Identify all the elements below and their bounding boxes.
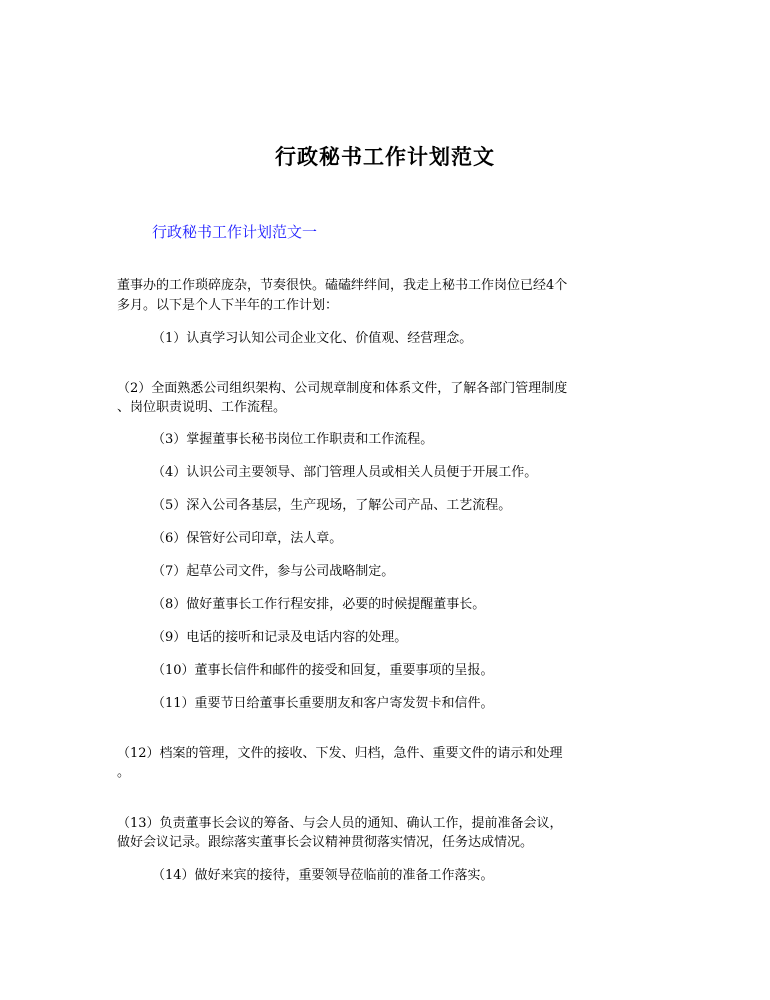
plan-item-6: （6）保管好公司印章，法人章。 — [152, 531, 343, 546]
intro-line-1: 董事办的工作琐碎庞杂，节奏很快。磕磕绊绊间，我走上秘书工作岗位已经4个 — [117, 278, 568, 293]
section-heading: 行政秘书工作计划范文一 — [152, 223, 318, 241]
plan-item-10: （10）董事长信件和邮件的接受和回复，重要事项的呈报。 — [152, 663, 494, 678]
plan-item-13-line-1: （13）负责董事长会议的筹备、与会人员的通知、确认工作，提前准备会议， — [117, 816, 563, 831]
plan-item-5: （5）深入公司各基层，生产现场，了解公司产品、工艺流程。 — [152, 498, 512, 513]
plan-item-2-line-2: 、岗位职责说明、工作流程。 — [117, 400, 287, 415]
plan-item-12-line-2: 。 — [117, 765, 131, 780]
intro-line-2: 多月。以下是个人下半年的工作计划： — [117, 298, 339, 313]
document-title: 行政秘书工作计划范文 — [275, 144, 495, 169]
plan-item-1: （1）认真学习认知公司企业文化、价值观、经营理念。 — [152, 331, 473, 346]
plan-item-9: （9）电话的接听和记录及电话内容的处理。 — [152, 630, 408, 645]
plan-item-11: （11）重要节日给董事长重要朋友和客户寄发贺卡和信件。 — [152, 696, 494, 711]
plan-item-13-line-2: 做好会议记录。跟综落实董事长会议精神贯彻落实情况，任务达成情况。 — [117, 835, 534, 850]
plan-item-8: （8）做好董事长工作行程安排，必要的时候提醒董事长。 — [152, 597, 486, 612]
plan-item-2-line-1: （2）全面熟悉公司组织架构、公司规章制度和体系文件，了解各部门管理制度 — [117, 381, 568, 396]
plan-item-14: （14）做好来宾的接待，重要领导莅临前的准备工作落实。 — [152, 868, 494, 883]
plan-item-7: （7）起草公司文件，参与公司战略制定。 — [152, 564, 395, 579]
plan-item-4: （4）认识公司主要领导、部门管理人员或相关人员便于开展工作。 — [152, 465, 538, 480]
plan-item-3: （3）掌握董事长秘书岗位工作职责和工作流程。 — [152, 432, 434, 447]
plan-item-12-line-1: （12）档案的管理，文件的接收、下发、归档，急件、重要文件的请示和处理 — [117, 746, 563, 761]
